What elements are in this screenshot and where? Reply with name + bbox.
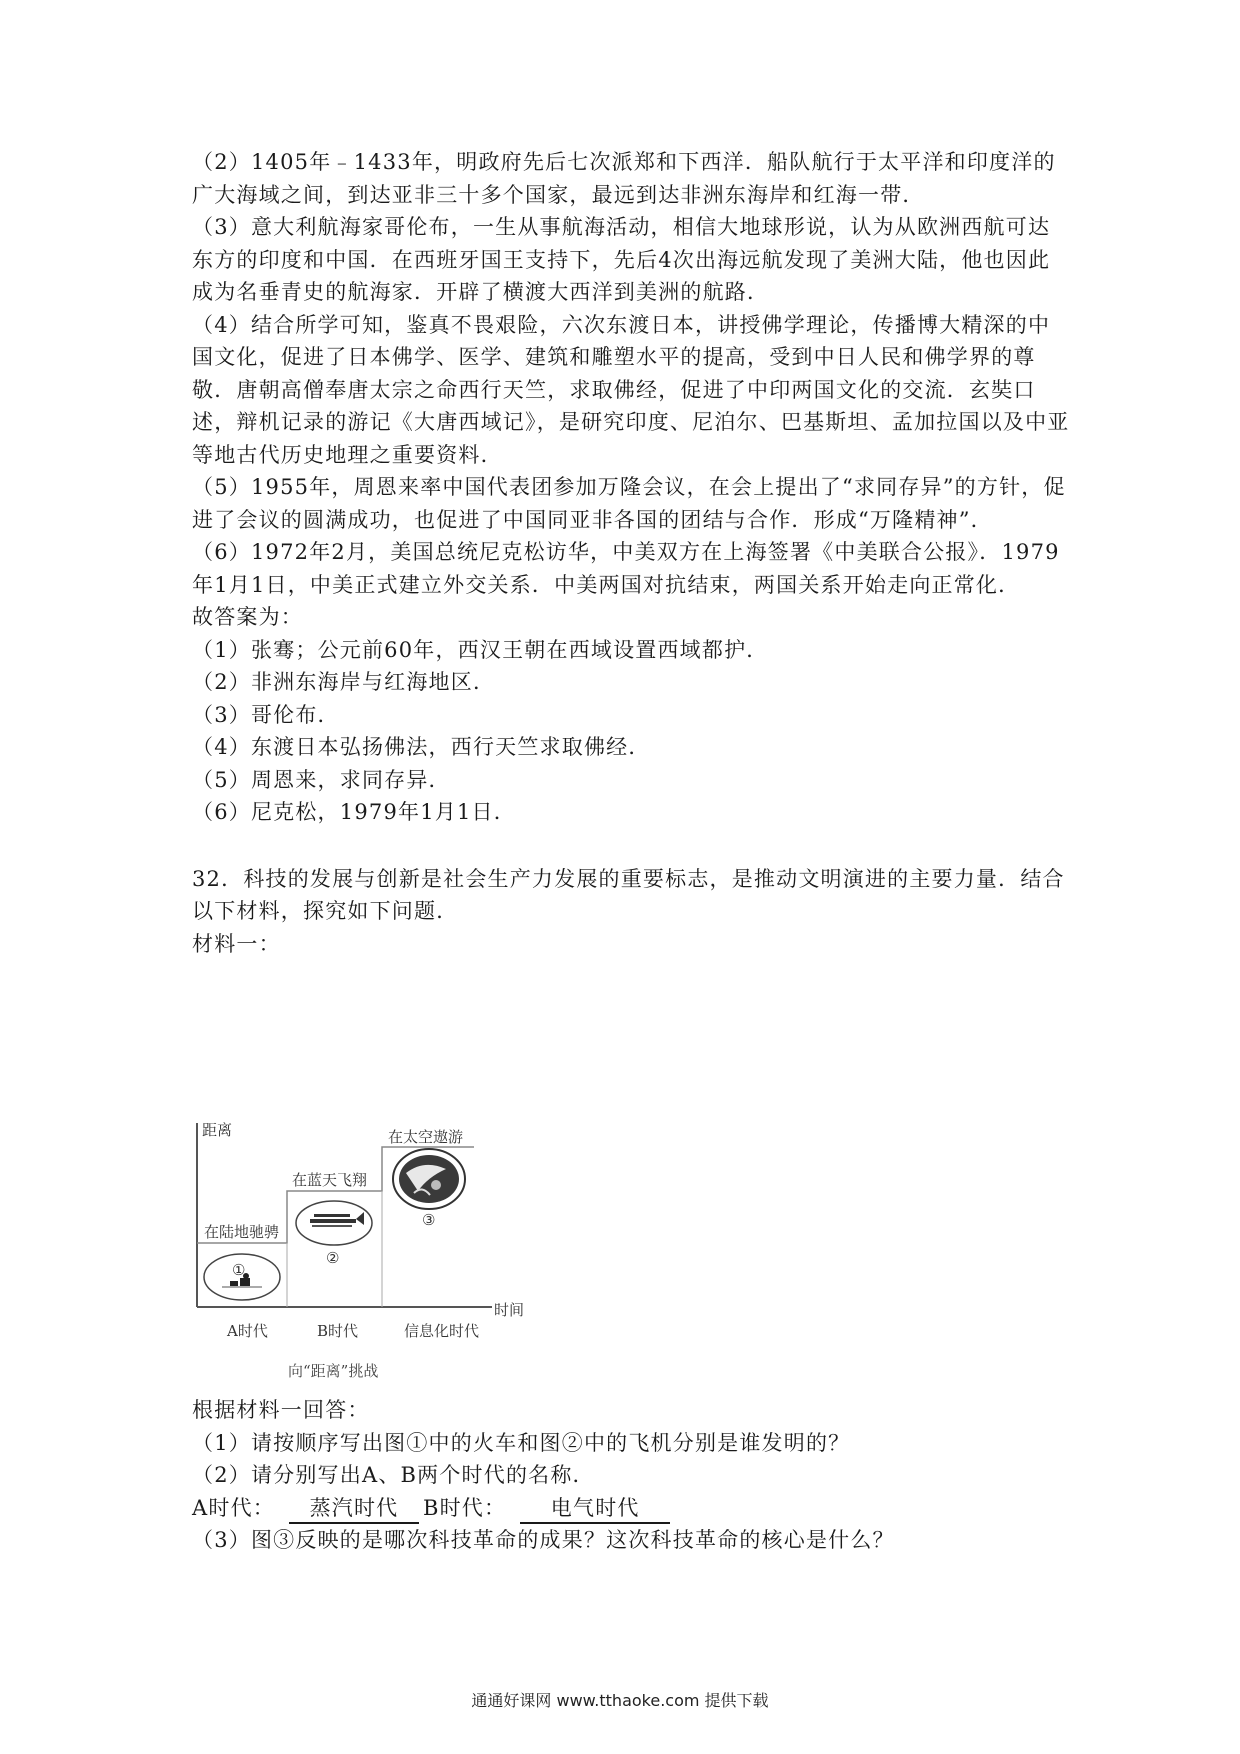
question-32-stem: 32．科技的发展与创新是社会生产力发展的重要标志，是推动文明演进的主要力量．结合以下材料，探究如下问题． bbox=[192, 866, 1065, 923]
sub-question-3: （3）图③反映的是哪次科技革命的成果？这次科技革命的核心是什么？ bbox=[192, 1528, 895, 1552]
explanation-3: （3）意大利航海家哥伦布，一生从事航海活动，相信大地球形说，认为从欧洲西航可达东方的印度和中国．在西班牙国王支持下，先后4次出海远航发现了美洲大陆，他也因此成为名垂青史的航海家．开辟了横渡大西洋到美洲的航路． bbox=[192, 215, 1051, 304]
step-3-label: 在太空遨游 bbox=[388, 1128, 464, 1146]
explanation-2: （2）1405年﹣1433年，明政府先后七次派郑和下西洋．船队航行于太平洋和印度洋的广大海域之间，到达亚非三十多个国家，最远到达非洲东海岸和红海一带． bbox=[192, 150, 1056, 207]
spacecraft-icon bbox=[399, 1155, 459, 1203]
main-text bbox=[192, 146, 1072, 960]
era-a-answer: 蒸汽时代 bbox=[289, 1494, 419, 1524]
era-b-label: B时代 bbox=[317, 1322, 359, 1340]
answer-5: （5）周恩来，求同存异． bbox=[192, 767, 451, 792]
era-a-label: A时代 bbox=[227, 1322, 268, 1340]
answer-1: （1）张骞；公元前60年，西汉王朝在西域设置西域都护． bbox=[192, 637, 769, 662]
y-axis-label: 距离 bbox=[202, 1121, 233, 1139]
page-footer: 通通好课网 www.tthaoke.com 提供下载 bbox=[471, 1691, 769, 1710]
sub-question-1: （1）请按顺序写出图①中的火车和图②中的飞机分别是谁发明的？ bbox=[192, 1430, 851, 1455]
answer-6: （6）尼克松，1979年1月1日． bbox=[192, 800, 516, 824]
era-b-answer: 电气时代 bbox=[520, 1494, 670, 1524]
x-axis-label: 时间 bbox=[494, 1301, 525, 1319]
answer-2: （2）非洲东海岸与红海地区． bbox=[192, 670, 496, 694]
fill-in-line bbox=[192, 1492, 1072, 1525]
sub-question-2: （2）请分别写出A、B两个时代的名称． bbox=[192, 1463, 595, 1487]
step-2-label: 在蓝天飞翔 bbox=[292, 1171, 368, 1189]
distance-challenge-figure bbox=[192, 1115, 544, 1390]
airplane-icon bbox=[310, 1212, 364, 1227]
explanation-6: （6）1972年2月，美国总统尼克松访华，中美双方在上海签署《中美联合公报》．1979年1月1日，中美正式建立外交关系．中美两国对抗结束，两国关系开始走向正常化． bbox=[192, 540, 1060, 597]
step-1-marker: ① bbox=[232, 1261, 246, 1279]
step-3-marker: ③ bbox=[422, 1211, 436, 1229]
question-body bbox=[192, 1394, 1072, 1557]
era-info-label: 信息化时代 bbox=[404, 1322, 480, 1340]
answer-4: （4）东渡日本弘扬佛法，西行天竺求取佛经． bbox=[192, 735, 651, 759]
material-prompt: 根据材料一回答： bbox=[192, 1398, 370, 1422]
answer-heading: 故答案为： bbox=[192, 605, 303, 629]
figure-caption: 向“距离”挑战 bbox=[288, 1362, 379, 1380]
explanation-5: （5）1955年，周恩来率中国代表团参加万隆会议，在会上提出了“求同存异”的方针，促进了会议的圆满成功，也促进了中国同亚非各国的团结与合作．形成“万隆精神”． bbox=[192, 475, 1066, 532]
era-b-prompt: B时代： bbox=[422, 1495, 507, 1520]
answer-3: （3）哥伦布． bbox=[192, 702, 340, 727]
material-label: 材料一： bbox=[192, 931, 281, 956]
step-1-label: 在陆地驰骋 bbox=[204, 1223, 280, 1241]
era-a-prompt: A时代： bbox=[192, 1495, 275, 1520]
explanation-4: （4）结合所学可知，鉴真不畏艰险，六次东渡日本，讲授佛学理论，传播博大精深的中国文化，促进了日本佛学、医学、建筑和雕塑水平的提高，受到中日人民和佛学界的尊敬．唐朝高僧奉唐太宗之命西行天竺，求取佛经，促进了中印两国文化的交流．玄奘口述，辩机记录的游记《大唐西域记》，是研究印度、尼泊尔、巴基斯坦、孟加拉国以及中亚等地古代历史地理之重要资料． bbox=[192, 312, 1070, 467]
step-2-marker: ② bbox=[326, 1249, 340, 1267]
